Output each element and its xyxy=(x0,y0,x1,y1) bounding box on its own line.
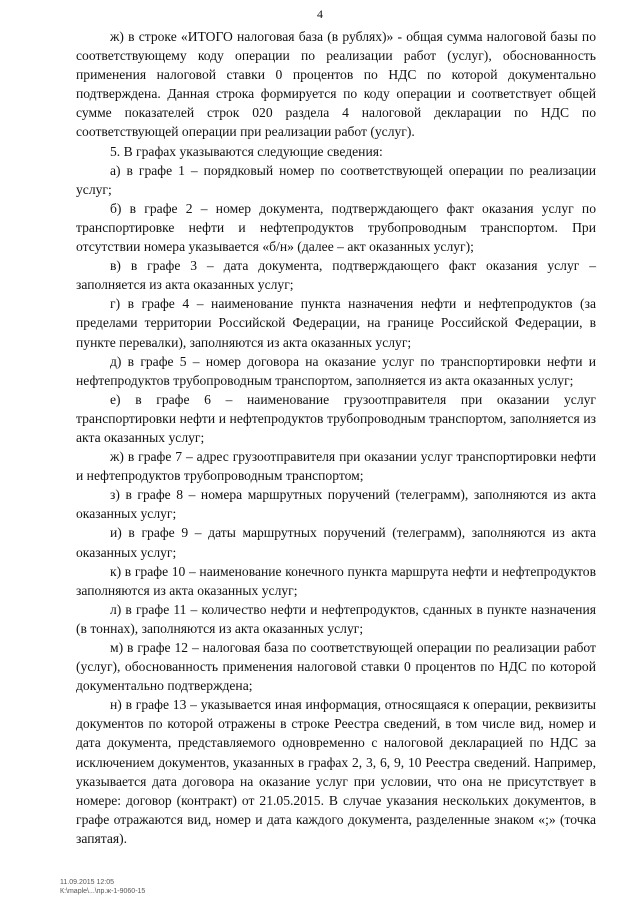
paragraph-column-8: з) в графе 8 – номера маршрутных поручений (телеграмм), заполняются из акта оказанных услуг; xyxy=(76,487,596,522)
document-body xyxy=(76,27,596,848)
page-number: 4 xyxy=(317,7,323,21)
paragraph-column-11: л) в графе 11 – количество нефти и нефтепродуктов, сданных в пункте назначения (в тоннах), заполняются из акта оказанных услуг; xyxy=(76,601,596,636)
paragraph-column-13: н) в графе 13 – указывается иная информация, относящаяся к операции, реквизиты документов по которой отражены в строке Реестра сведений, в том числе вид, номер и дата документа, представляемого одновременно с налоговой декларацией по НДС за исключением документов, указанных в графах 2, 3, 6, 9, 10 Реестра сведений. Например, указывается дата договора на оказание услуг при условии, что она не присутствует в номере: договор (контракт) от 21.05.2015. В случае указания нескольких документов, в графе отражаются вид, номер и дата каждого документа, разделенные знаком «;» (точка запятая). xyxy=(76,697,596,846)
paragraph-column-9: и) в графе 9 – даты маршрутных поручений (телеграмм), заполняются из акта оказанных услуг; xyxy=(76,525,596,560)
paragraph-column-2: б) в графе 2 – номер документа, подтверждающего факт оказания услуг по транспортировке нефти и нефтепродуктов трубопроводным транспортом. При отсутствии номера указывается «б/н» (далее – акт оказанных услуг); xyxy=(76,200,596,255)
paragraph-column-4: г) в графе 4 – наименование пункта назначения нефти и нефтепродуктов (за пределами территории Российской Федерации, на границе Российской Федерации, в пункте перевалки), заполняются из акта оказанных услуг; xyxy=(76,296,596,350)
paragraph-column-3: в) в графе 3 – дата документа, подтверждающего факт оказания услуг – заполняется из акта оказанных услуг; xyxy=(76,258,596,293)
footer-file-path: К:\maple\...\пр.ж-1-9060-15 xyxy=(60,888,146,895)
paragraph-column-12: м) в графе 12 – налоговая база по соответствующей операции по реализации работ (услуг), обоснованность применения налоговой ставки 0 процентов по НДС по которой документально подтверждена; xyxy=(76,640,596,694)
paragraph-section-5: 5. В графах указываются следующие сведения: xyxy=(110,143,383,159)
paragraph-itogo: ж) в строке «ИТОГО налоговая база (в рублях)» - общая сумма налоговой базы по соответствующему коду операции по реализации работ (услуг), обоснованность применения налоговой ставки 0 процентов по НДС по которой документально подтверждена. Данная строка формируется по коду операции и соответствует общей сумме показателей строк 020 раздела 4 налоговой декларации по НДС по соответствующей операции при реализации работ (услуг). xyxy=(76,29,596,140)
paragraph-column-7: ж) в графе 7 – адрес грузоотправителя при оказании услуг транспортировки нефти и нефтепродуктов трубопроводным транспортом; xyxy=(76,449,596,484)
paragraph-column-6: е) в графе 6 – наименование грузоотправителя при оказании услуг транспортировки нефти и нефтепродуктов трубопроводным транспортом, заполняется из акта оказанных услуг; xyxy=(76,391,596,445)
paragraph-column-5: д) в графе 5 – номер договора на оказание услуг по транспортировки нефти и нефтепродуктов трубопроводным транспортом, заполняется из акта оказанных услуг; xyxy=(76,353,596,388)
paragraph-column-1: а) в графе 1 – порядковый номер по соответствующей операции по реализации услуг; xyxy=(76,162,596,197)
document-footer xyxy=(60,878,145,896)
paragraph-column-10: к) в графе 10 – наименование конечного пункта маршрута нефти и нефтепродуктов заполняются из акта оказанных услуг; xyxy=(76,563,596,598)
footer-timestamp: 11.09.2015 12:05 xyxy=(60,879,114,886)
